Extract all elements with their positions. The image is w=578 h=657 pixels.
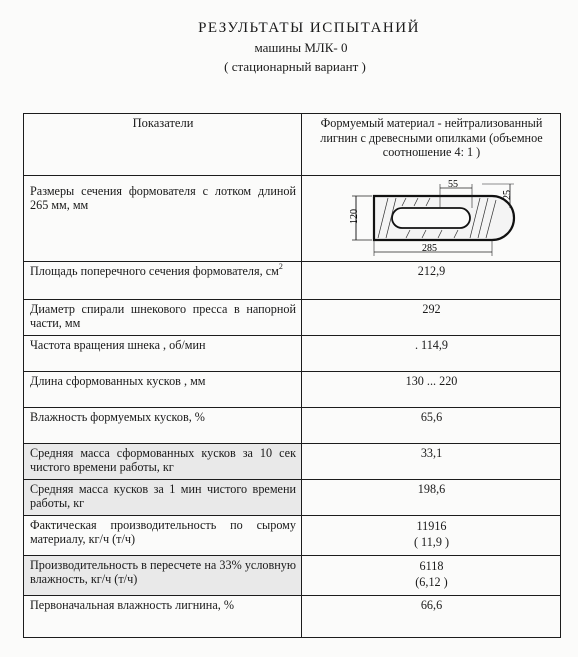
table-row [24,516,561,556]
dim-right-label: 25 [501,190,513,200]
cross-section-diagram [342,178,522,260]
table-row [24,300,561,336]
dim-top-label: 55 [447,179,458,190]
row-label: Влажность формуемых кусков, % [24,408,302,444]
row-label: Средняя масса сформованных кусков за 10 сек чистого времени работы, кг [24,444,302,480]
row-value [302,516,561,556]
row-value-main: 6118 [419,559,444,573]
row-label-text: Площадь поперечного сечения формователя, см [30,264,279,278]
dim-left-label: 120 [348,209,360,224]
table-row [24,444,561,480]
row-value: 198,6 [302,480,561,516]
material-column-header: Формуемый материал - нейтрализованный лигнин с древесными опилками (объемное соотношение 4: 1 ) [302,114,561,176]
row-value: 130 ... 220 [302,372,561,408]
row-label: Средняя масса кусков за 1 мин чистого времени работы, кг [24,480,302,516]
row-label: Фактическая производительность по сырому материалу, кг/ч (т/ч) [24,516,302,556]
row-value: . 114,9 [302,336,561,372]
row-value: 66,6 [302,596,561,638]
row-value-secondary: ( 11,9 ) [413,535,450,549]
row-label: Размеры сечения формователя с лотком длиной 265 мм, мм [24,176,302,262]
row-value: 65,6 [302,408,561,444]
row-label [24,262,302,300]
indicators-column-header: Показатели [24,114,302,176]
row-label-sup: 2 [278,262,283,271]
row-label: Первоначальная влажность лигнина, % [24,596,302,638]
row-value: 33,1 [302,444,561,480]
table-row [24,596,561,638]
table-row [24,262,561,300]
table-row [24,408,561,444]
inner-slot-shape [392,208,470,228]
row-value-main: 11916 [416,519,447,533]
table-row [24,372,561,408]
cross-section-diagram-cell [302,176,561,262]
table-row [24,480,561,516]
row-value [302,556,561,596]
table-row [24,336,561,372]
dim-bottom-label: 285 [421,243,437,254]
table-header-row [24,114,561,176]
table-row [24,176,561,262]
row-value-secondary: (6,12 ) [415,575,448,589]
row-label: Диаметр спирали шнекового пресса в напорной части, мм [24,300,302,336]
document-title: РЕЗУЛЬТАТЫ ИСПЫТАНИЙ [198,20,420,36]
variant-note: ( стационарный вариант ) [224,59,366,74]
row-label: Частота вращения шнека , об/мин [24,336,302,372]
results-table [23,113,561,638]
row-value: 292 [302,300,561,336]
table-row [24,556,561,596]
row-value: 212,9 [302,262,561,300]
row-label: Производительность в пересчете на 33% условную влажность, кг/ч (т/ч) [24,556,302,596]
machine-name: машины МЛК- 0 [254,40,348,55]
row-label: Длина сформованных кусков , мм [24,372,302,408]
